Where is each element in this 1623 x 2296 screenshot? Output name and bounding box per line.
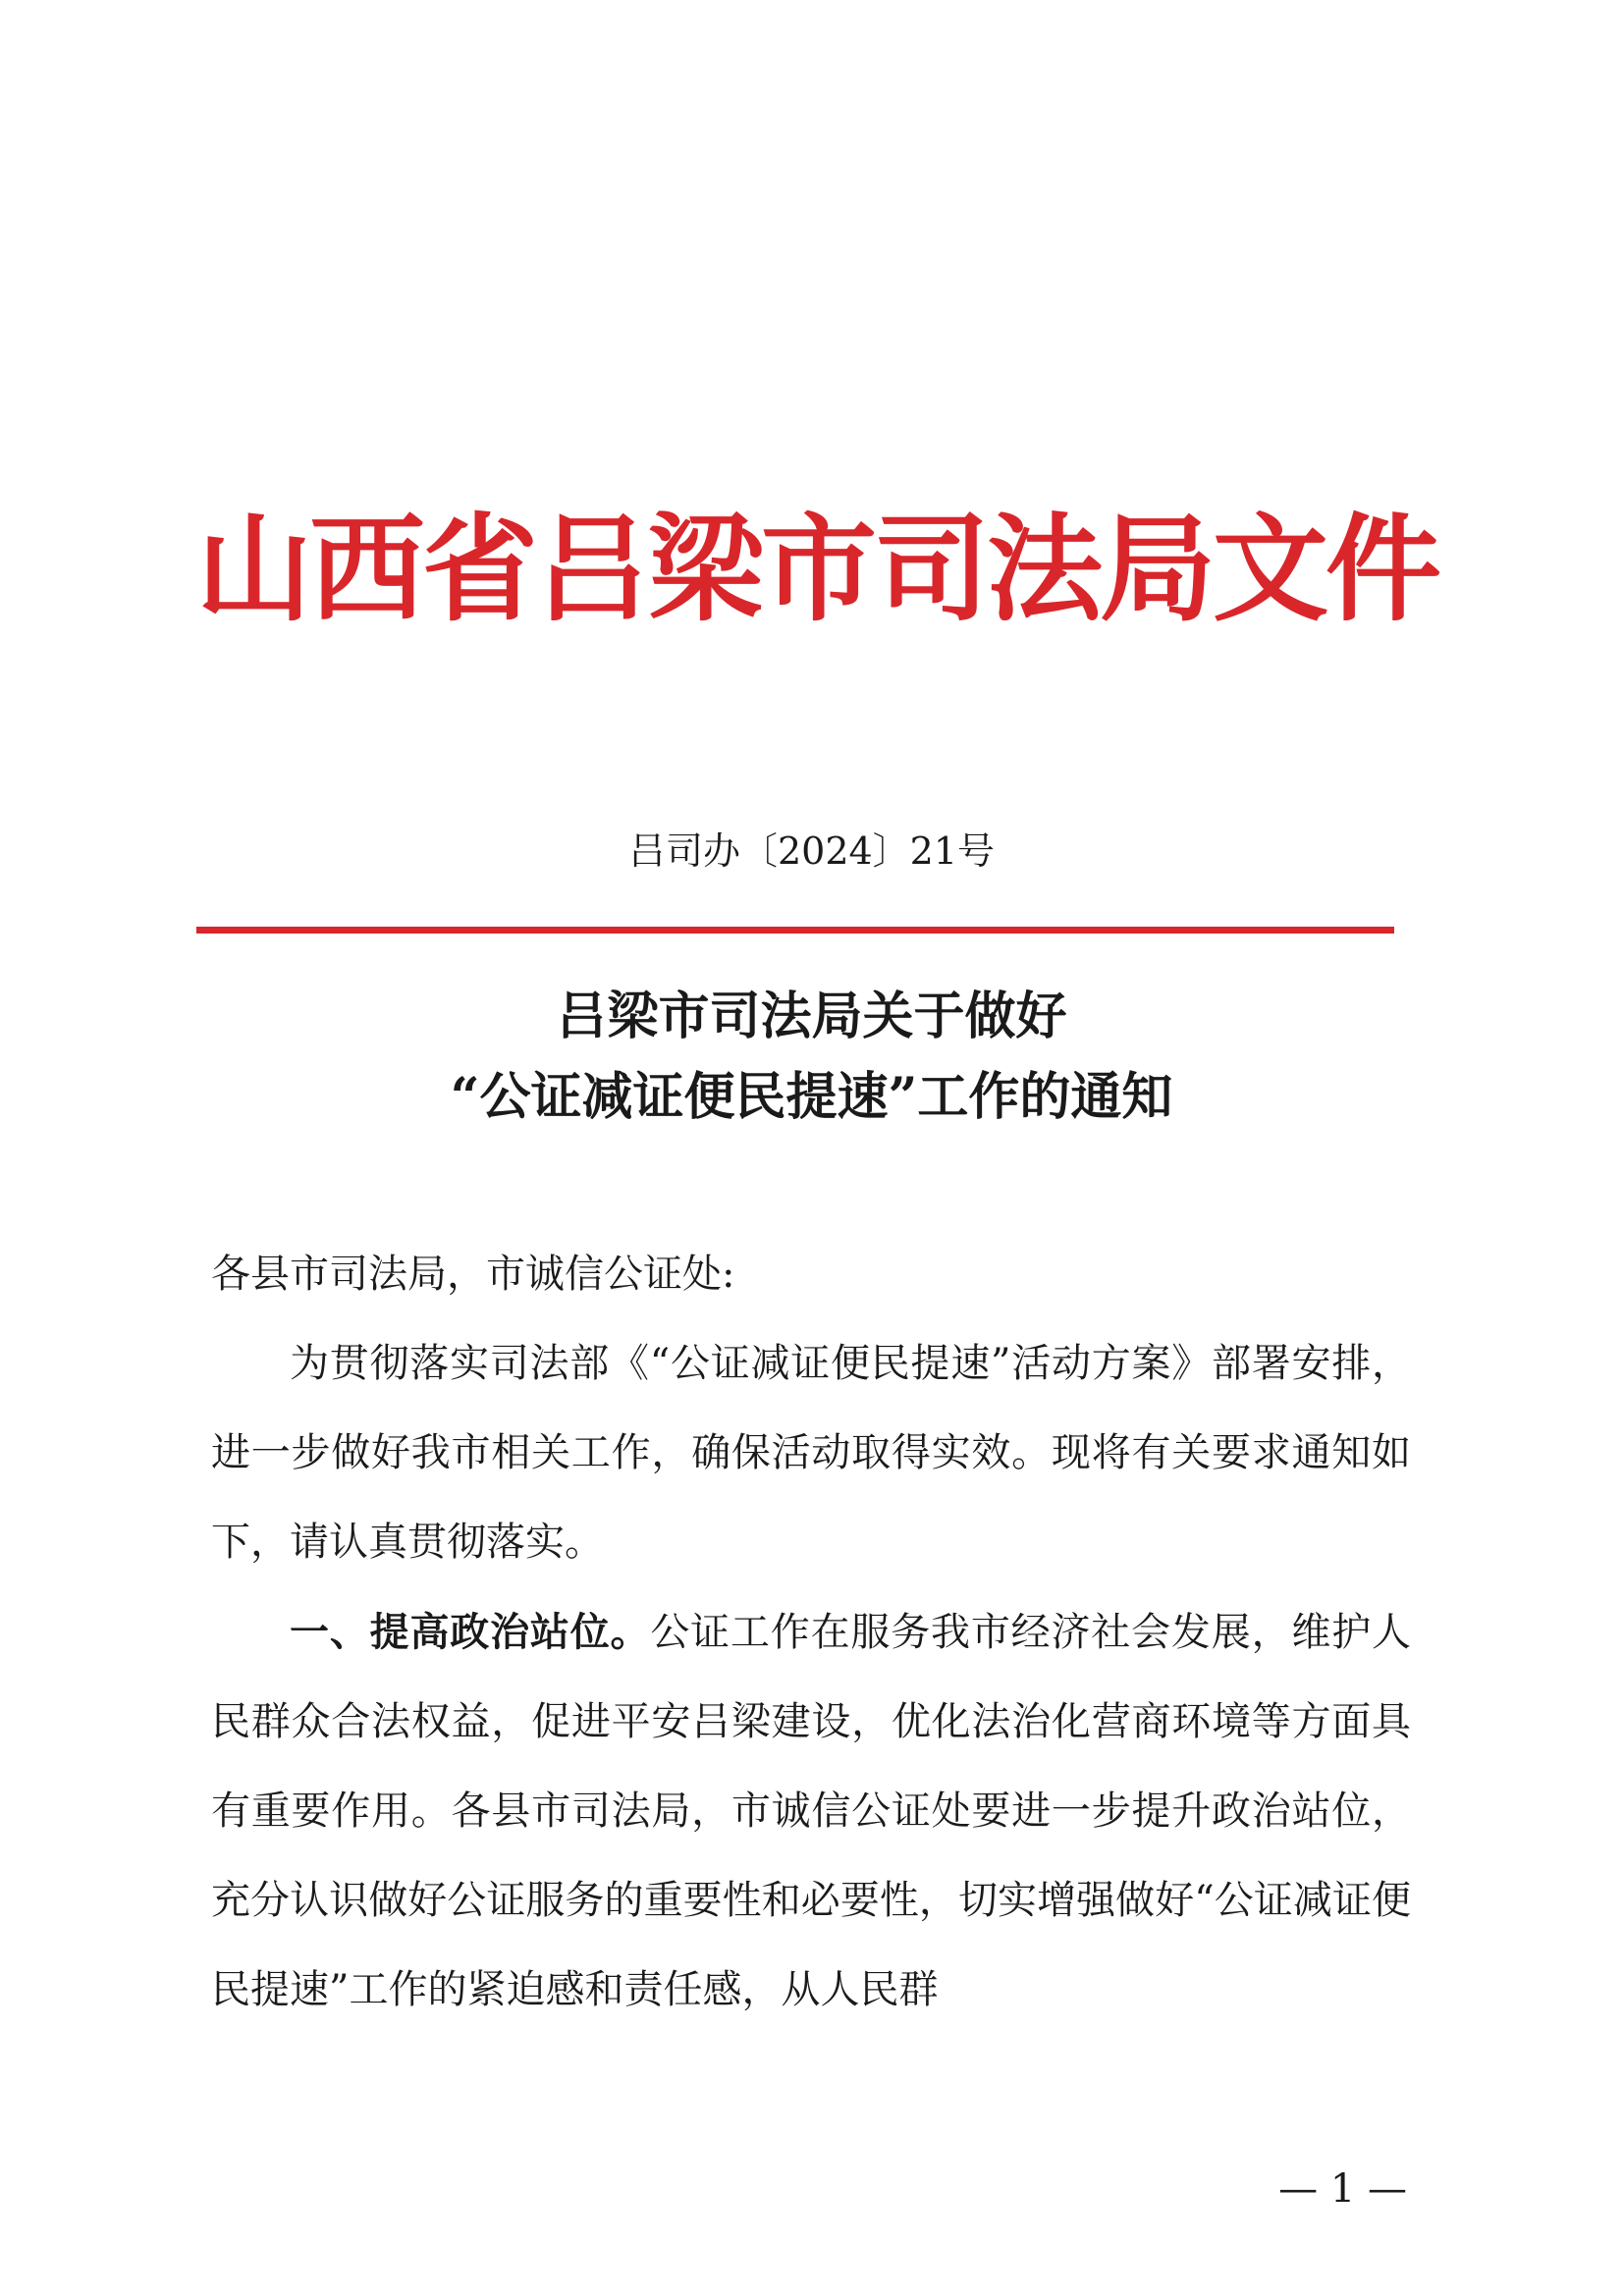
document-header-title: 山西省吕梁市司法局文件 bbox=[196, 501, 1439, 637]
notice-title-line-2: “公证减证便民提速”工作的通知 bbox=[450, 1067, 1173, 1127]
document-number: 吕司办〔2024〕21号 bbox=[627, 829, 996, 873]
notice-title bbox=[196, 977, 1427, 1138]
section-1-heading: 一、提高政治站位。 bbox=[290, 1609, 651, 1655]
paragraph-intro: 为贯彻落实司法部《“公证减证便民提速”活动方案》部署安排，进一步做好我市相关工作，确保活动取得实效。现将有关要求通知如下，请认真贯彻落实。 bbox=[211, 1341, 1411, 1565]
document-body bbox=[211, 1230, 1411, 2035]
section-1-text: 公证工作在服务我市经济社会发展，维护人民群众合法权益，促进平安吕梁建设，优化法治化营商环境等方面具有重要作用。各县市司法局，市诚信公证处要进一步提升政治站位，充分认识做好公证服务的重要性和必要性，切实增强做好“公证减证便民提速”工作的紧迫感和责任感，从人民群 bbox=[211, 1610, 1412, 2012]
notice-title-line-1: 吕梁市司法局关于做好 bbox=[556, 987, 1067, 1046]
page-number: — 1 — bbox=[1278, 2166, 1407, 2212]
red-divider-line bbox=[196, 927, 1394, 934]
paragraph-section-1 bbox=[211, 1587, 1411, 2035]
salutation: 各县市司法局，市诚信公证处: bbox=[211, 1252, 735, 1297]
